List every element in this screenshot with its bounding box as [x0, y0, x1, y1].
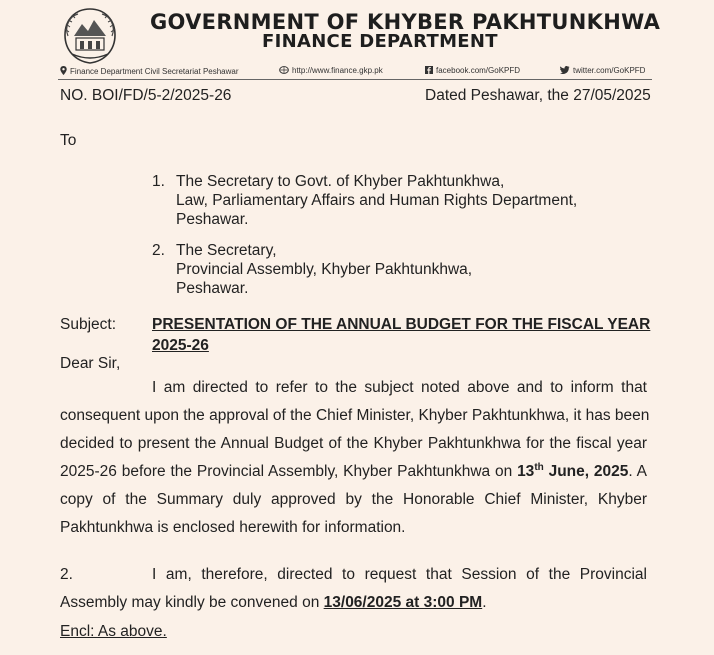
address-contact — [60, 66, 239, 76]
twitter-text[interactable]: twitter.com/GoKPFD — [573, 66, 646, 75]
para2-number: 2. — [60, 566, 73, 583]
para1-line-2: consequent upon the approval of the Chief Minister, Khyber Pakhtunkhwa, it has been — [60, 407, 650, 424]
recipient-1-number: 1. — [152, 173, 165, 190]
subject-text — [152, 314, 650, 356]
recipient-2-line-2: Provincial Assembly, Khyber Pakhtunkhwa, — [176, 261, 473, 278]
para1-line-4-end: . A — [628, 463, 648, 480]
recipient-2-line-3: Peshawar. — [176, 280, 249, 297]
para1-line-4 — [60, 462, 647, 482]
letterhead-contacts — [60, 66, 650, 78]
letter-date: Dated Peshawar, the 27/05/2025 — [425, 87, 651, 104]
address-text: Finance Department Civil Secretariat Peshawar — [70, 67, 239, 76]
globe-icon — [279, 66, 289, 74]
website-text[interactable]: http://www.finance.gkp.pk — [292, 66, 383, 75]
para1-line-5: copy of the Summary duly approved by the Honorable Chief Minister, Khyber — [60, 491, 647, 508]
salutation: Dear Sir, — [60, 355, 121, 372]
para1-line-6: Pakhtunkhwa is enclosed herewith for information. — [60, 519, 406, 536]
facebook-contact[interactable] — [425, 66, 520, 75]
para2-line-1: I am, therefore, directed to request that Session of the Provincial — [152, 566, 647, 583]
recipient-1-line-3: Peshawar. — [176, 211, 249, 228]
letterhead-divider — [58, 79, 652, 80]
recipient-2-number: 2. — [152, 242, 165, 259]
kp-government-emblem — [58, 6, 122, 66]
letterhead-subtitle: FINANCE DEPARTMENT — [262, 31, 498, 52]
session-datetime: 13/06/2025 at 3:00 PM — [323, 594, 483, 611]
facebook-icon — [425, 66, 433, 74]
subject-label: Subject: — [60, 316, 117, 333]
budget-date: 13th June, 2025 — [517, 461, 629, 480]
website-contact[interactable] — [279, 66, 383, 75]
subject-line-2: 2025-26 — [152, 337, 209, 354]
letterhead-title: GOVERNMENT OF KHYBER PAKHTUNKHWA — [150, 10, 661, 34]
letter-number: NO. BOI/FD/5-2/2025-26 — [60, 87, 232, 104]
subject-line-1: PRESENTATION OF THE ANNUAL BUDGET FOR THE FISCAL YEAR — [152, 316, 651, 333]
recipient-2-line-1: The Secretary, — [176, 242, 277, 259]
enclosure-note: Encl: As above. — [60, 623, 167, 640]
recipient-1-line-1: The Secretary to Govt. of Khyber Pakhtunkhwa, — [176, 173, 505, 190]
to-label: To — [60, 132, 77, 149]
location-pin-icon — [60, 66, 67, 75]
para1-line-3: decided to present the Annual Budget of the Khyber Pakhtunkhwa for the fiscal year — [60, 435, 647, 452]
recipient-1-line-2: Law, Parliamentary Affairs and Human Rights Department, — [176, 192, 578, 209]
facebook-text[interactable]: facebook.com/GoKPFD — [436, 66, 521, 75]
twitter-contact[interactable] — [560, 66, 645, 75]
para1-line-1: I am directed to refer to the subject noted above and to inform that — [152, 379, 647, 396]
para1-line-4-start: 2025-26 before the Provincial Assembly, Khyber Pakhtunkhwa on — [60, 463, 518, 480]
twitter-bird-icon — [560, 66, 570, 74]
para2-line-2: Assembly may kindly be convened on 13/06/2025 at 3:00 PM. — [60, 594, 487, 611]
